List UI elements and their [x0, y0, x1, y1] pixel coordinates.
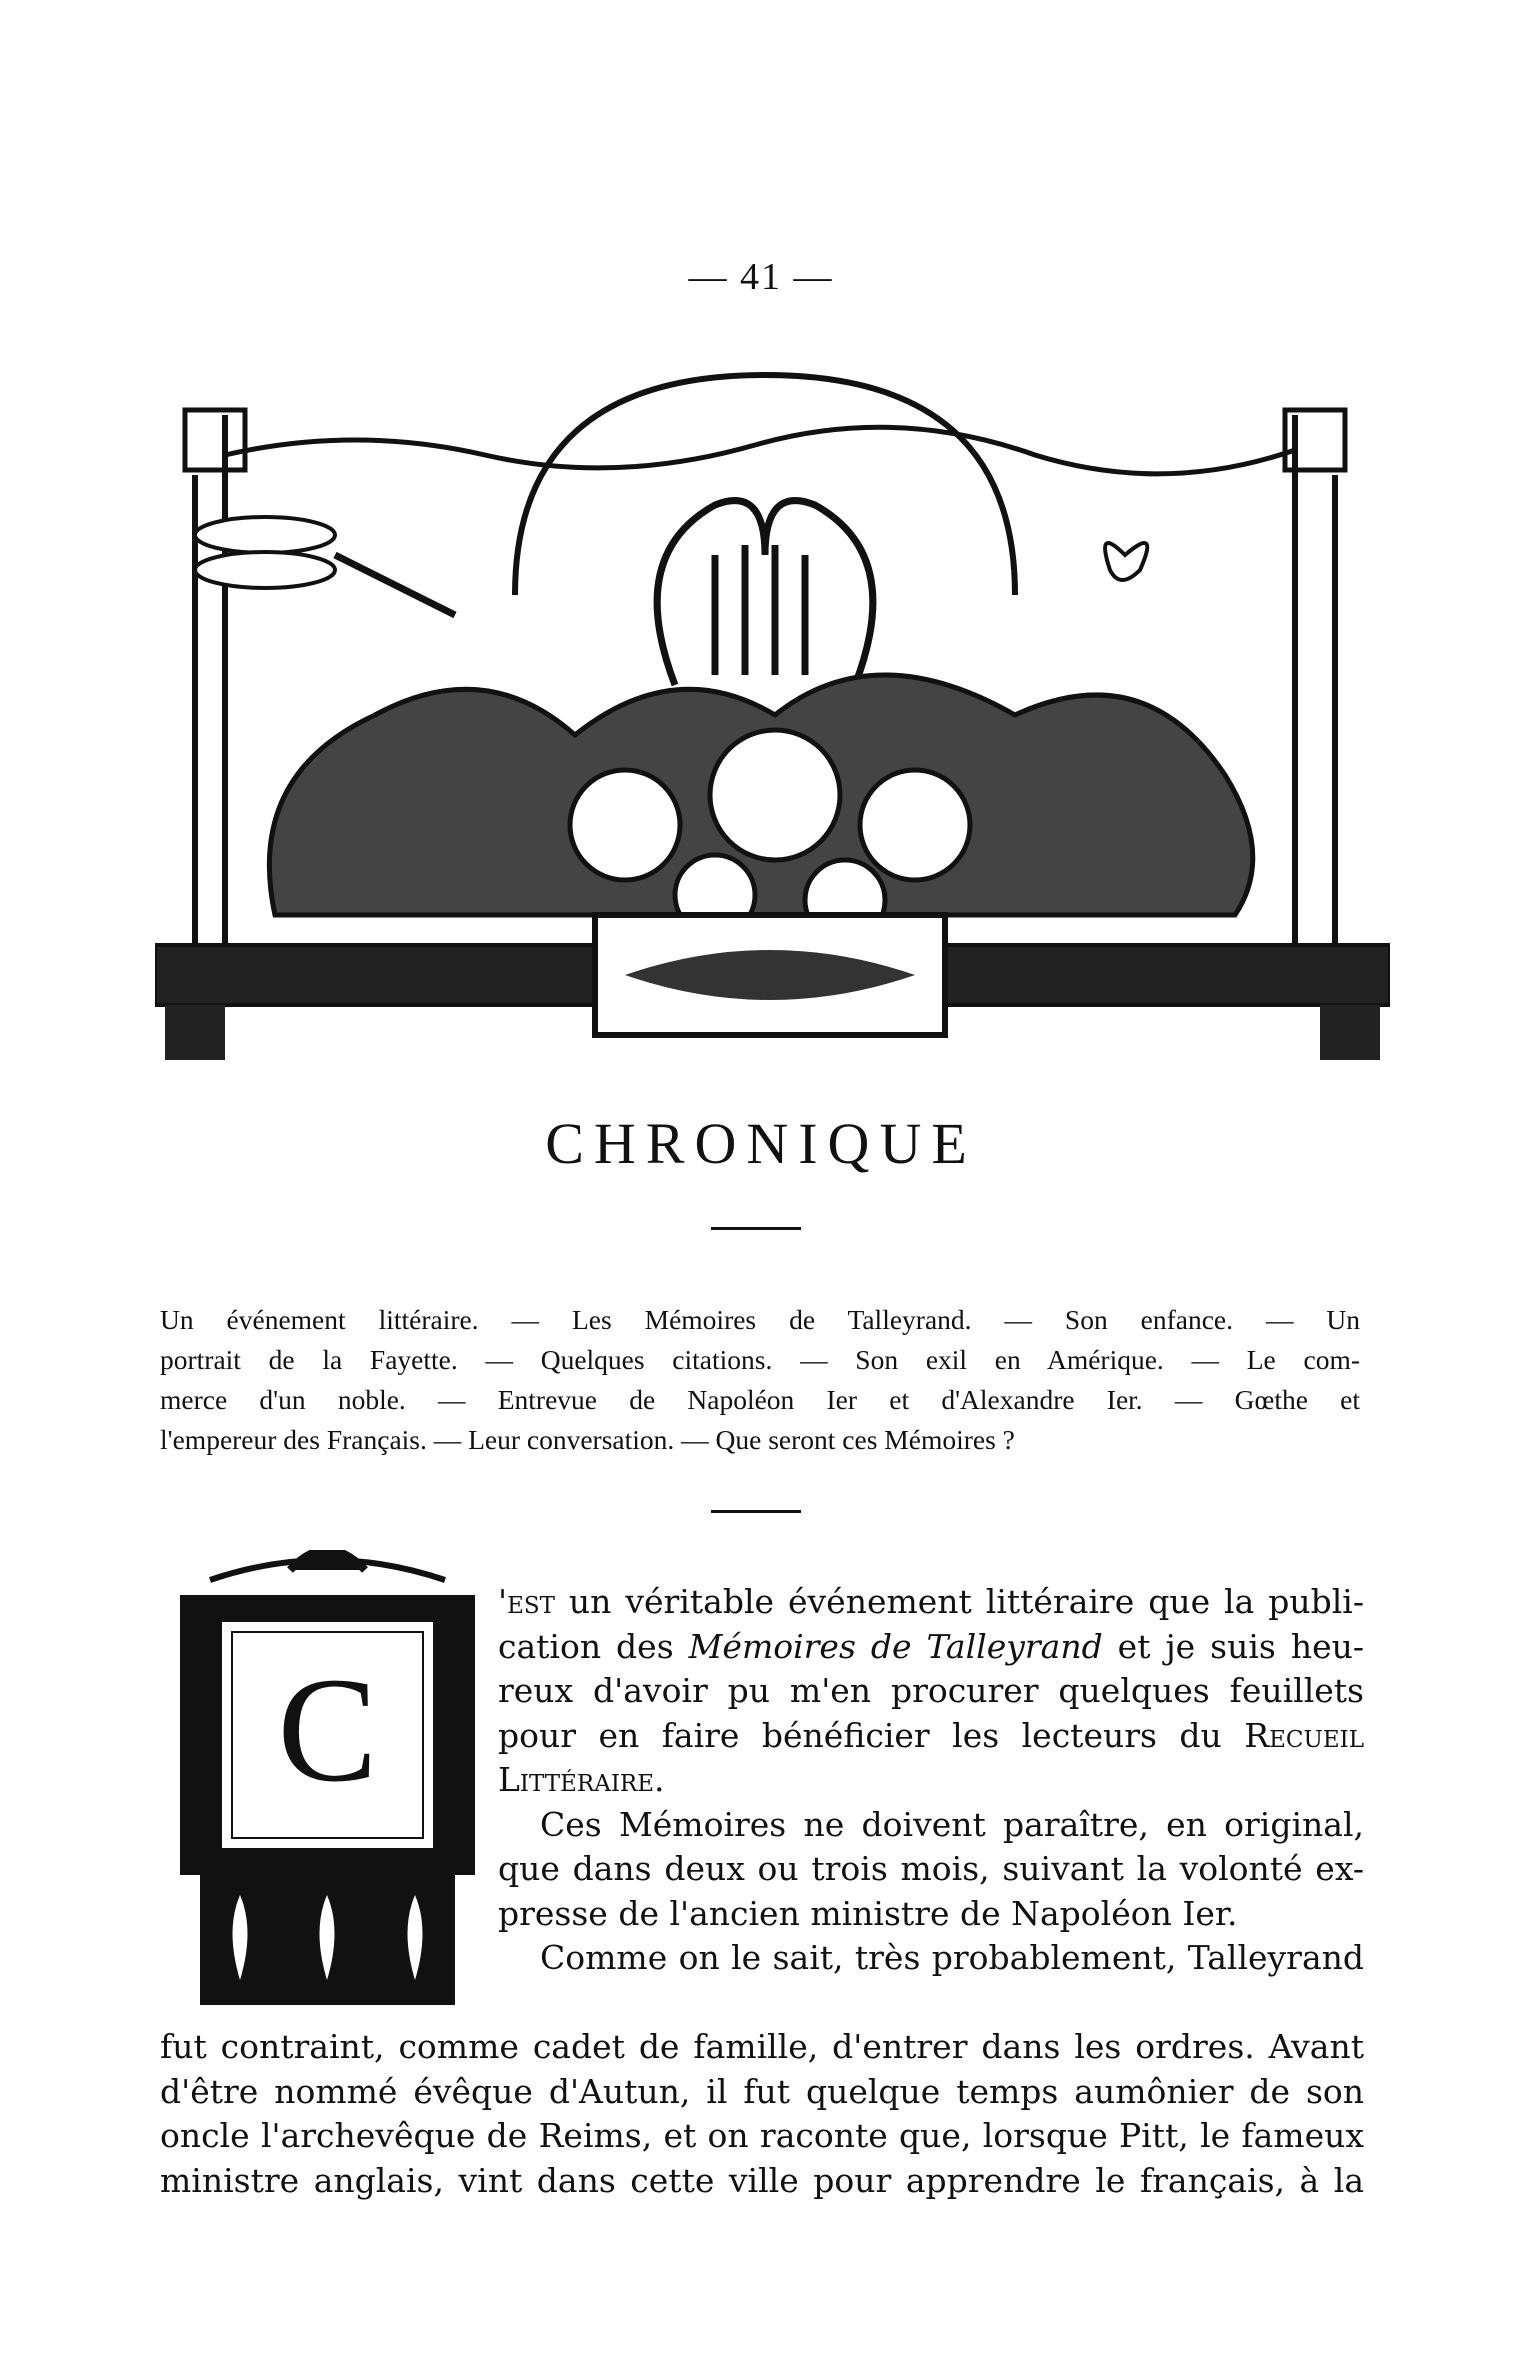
arch	[515, 375, 1015, 595]
body-line: que dans deux ou trois mois, suivant la volonté ex-	[498, 1849, 1364, 1888]
summary-rule	[711, 1510, 801, 1513]
body-line: presse de l'ancien ministre de Napoléon Ier.	[498, 1893, 1238, 1933]
body-line	[498, 1758, 1364, 1803]
body-line: reux d'avoir pu m'en procurer quelques feuillets	[498, 1671, 1364, 1710]
body-text-segment: et je suis heu-	[1102, 1626, 1364, 1666]
body-line	[498, 1714, 1364, 1759]
left-post	[195, 415, 225, 955]
summary-line: l'empereur des Français. — Leur conversation. — Que seront ces Mémoires ?	[160, 1424, 1015, 1455]
butterfly-icon	[1105, 543, 1147, 580]
body-text-full	[160, 2025, 1364, 2203]
garland	[225, 427, 1295, 474]
body-text-segment: un véritable événement littéraire que la publi-	[554, 1582, 1364, 1621]
summary-line: Un événement littéraire. — Les Mémoires de Talleyrand. — Son enfance. — Un	[160, 1304, 1360, 1335]
body-text-smallcaps: Recueil	[1244, 1715, 1364, 1755]
body-line: fut contraint, comme cadet de famille, d'entrer dans les ordres. Avant	[160, 2027, 1364, 2066]
body-line: oncle l'archevêque de Reims, et on raconte que, lorsque Pitt, le fameux	[160, 2116, 1364, 2155]
body-line	[498, 1580, 1364, 1625]
drop-cap-letter: C	[277, 1647, 378, 1813]
page-title: CHRONIQUE	[545, 1111, 977, 1176]
corner-left	[185, 410, 245, 470]
body-text-smallcaps: Littéraire	[498, 1760, 655, 1799]
body-line: Comme on le sait, très probablement, Talleyrand	[540, 1938, 1364, 1977]
header-engraving	[155, 355, 1390, 1070]
body-line	[498, 1625, 1364, 1670]
body-text-wrapped	[498, 1580, 1364, 1981]
body-text-segment: cation des	[498, 1626, 689, 1666]
body-text-smallcaps: 'est	[498, 1582, 555, 1621]
right-post	[1295, 415, 1335, 955]
body-line: Ces Mémoires ne doivent paraître, en original,	[540, 1804, 1364, 1844]
body-text-segment: .	[654, 1760, 665, 1799]
summary-line: portrait de la Fayette. — Quelques citations. — Son exil en Amérique. — Le com-	[160, 1344, 1360, 1375]
italic-title: Mémoires de Talleyrand	[688, 1626, 1103, 1666]
chapter-summary	[160, 1300, 1360, 1460]
title-rule	[711, 1227, 801, 1230]
body-line: ministre anglais, vint dans cette ville pour apprendre le français, à la	[160, 2160, 1364, 2200]
summary-line: merce d'un noble. — Entrevue de Napoléon Ier et d'Alexandre Ier. — Gœthe et	[160, 1384, 1360, 1415]
lyre-icon	[657, 501, 873, 685]
body-line: d'être nommé évêque d'Autun, il fut quelque temps aumônier de son	[160, 2071, 1364, 2111]
dragonfly-icon	[195, 517, 455, 615]
body-text-segment: pour en faire bénéficier les lecteurs du	[498, 1715, 1245, 1755]
page-number: — 41 —	[688, 256, 834, 298]
